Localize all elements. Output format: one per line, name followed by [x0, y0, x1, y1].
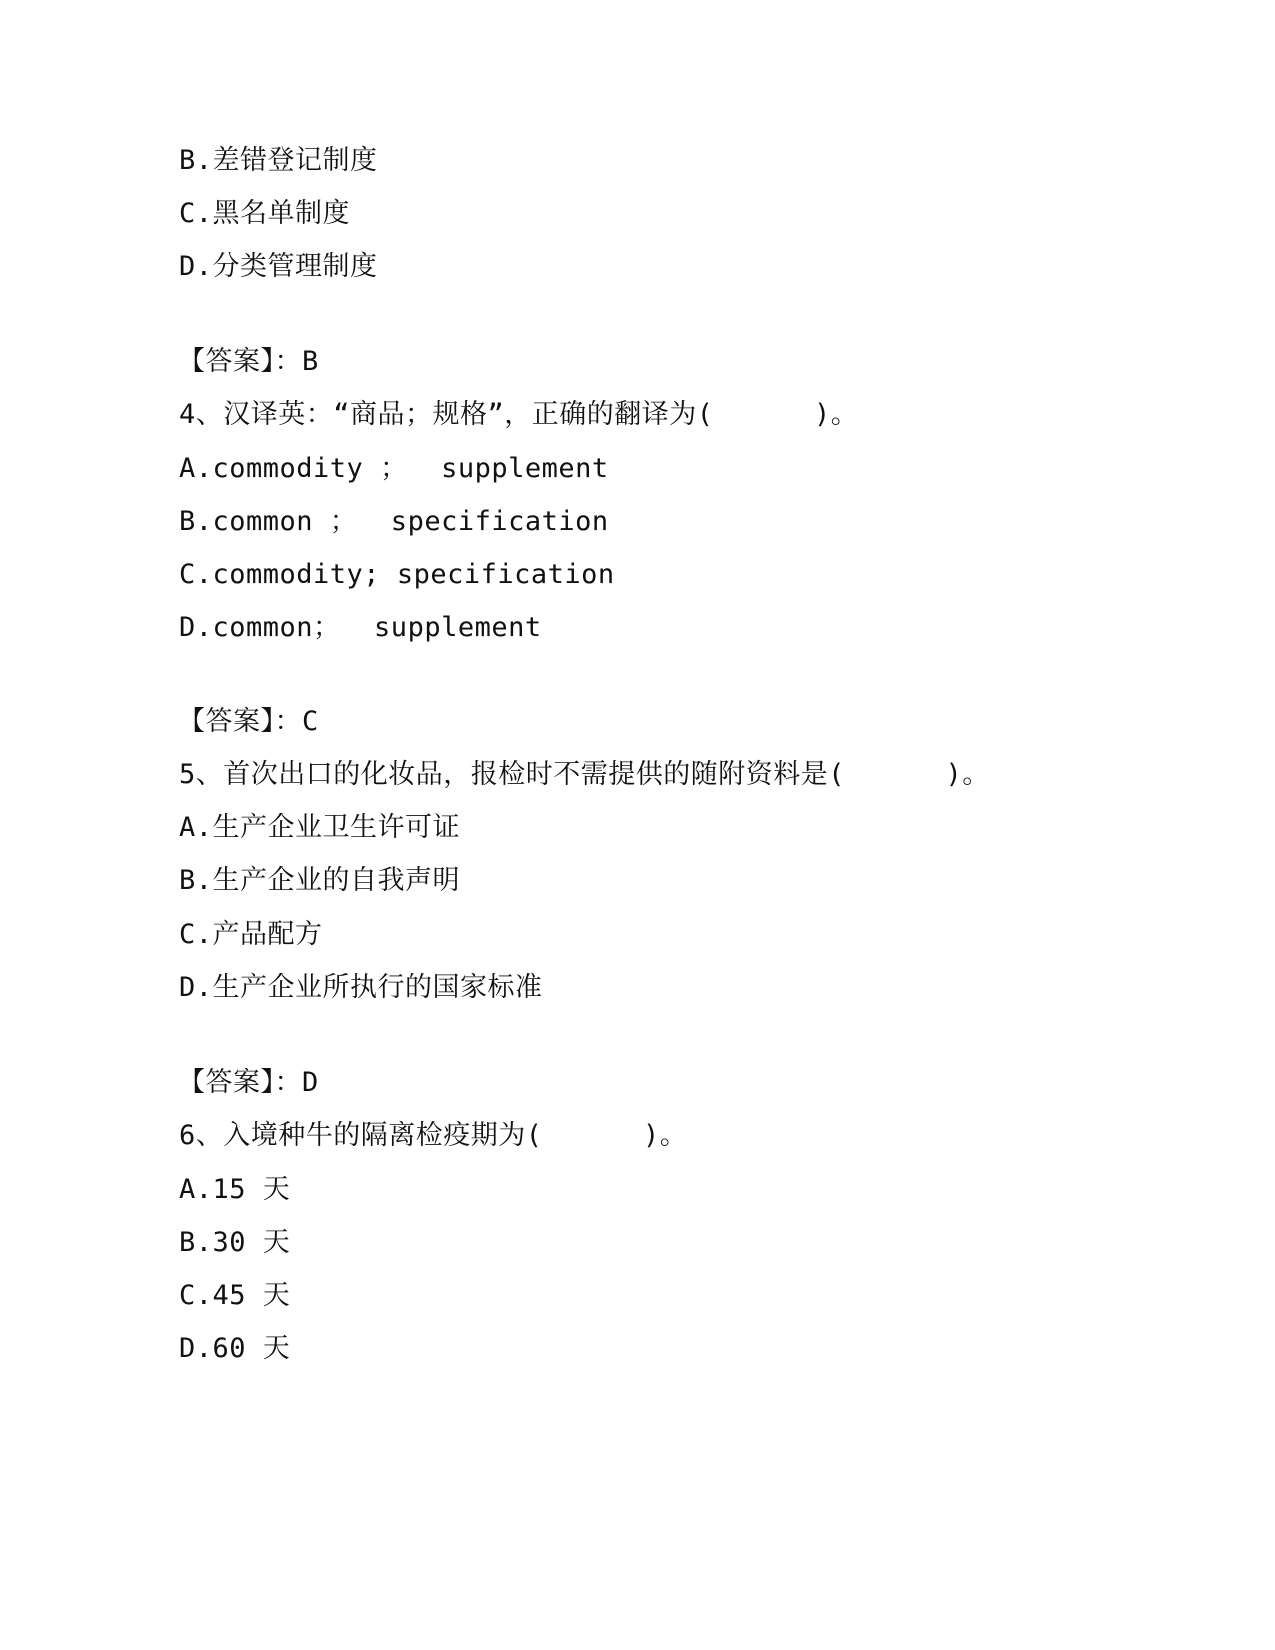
- q3-option-d: D.分类管理制度: [179, 251, 378, 282]
- q3-option-c: C.黑名单制度: [179, 198, 351, 229]
- q4-option-c: C.commodity; specification: [179, 559, 615, 590]
- q5-question: 5、首次出口的化妆品，报检时不需提供的随附资料是( )。: [179, 759, 990, 790]
- q6-option-a: A.15 天: [179, 1174, 291, 1205]
- q5-answer: 【答案】：D: [178, 1067, 319, 1098]
- q6-option-d: D.60 天: [179, 1333, 291, 1364]
- q3-answer: 【答案】：B: [178, 346, 319, 377]
- q5-option-b: B.生产企业的自我声明: [179, 865, 461, 896]
- q6-question: 6、入境种牛的隔离检疫期为( )。: [179, 1120, 688, 1151]
- q5-option-d: D.生产企业所执行的国家标准: [179, 972, 543, 1003]
- q4-option-b: B.common ； specification: [179, 506, 609, 537]
- q4-answer: 【答案】：C: [178, 706, 319, 737]
- q4-option-d: D.common； supplement: [179, 612, 542, 643]
- q6-option-b: B.30 天: [179, 1227, 291, 1258]
- q4-option-a: A.commodity ； supplement: [179, 453, 609, 484]
- q3-option-b: B.差错登记制度: [179, 145, 378, 176]
- q5-option-a: A.生产企业卫生许可证: [179, 812, 461, 843]
- q4-question: 4、汉译英：“商品；规格”，正确的翻译为( )。: [179, 399, 859, 430]
- q5-option-c: C.产品配方: [179, 919, 323, 950]
- q6-option-c: C.45 天: [179, 1280, 291, 1311]
